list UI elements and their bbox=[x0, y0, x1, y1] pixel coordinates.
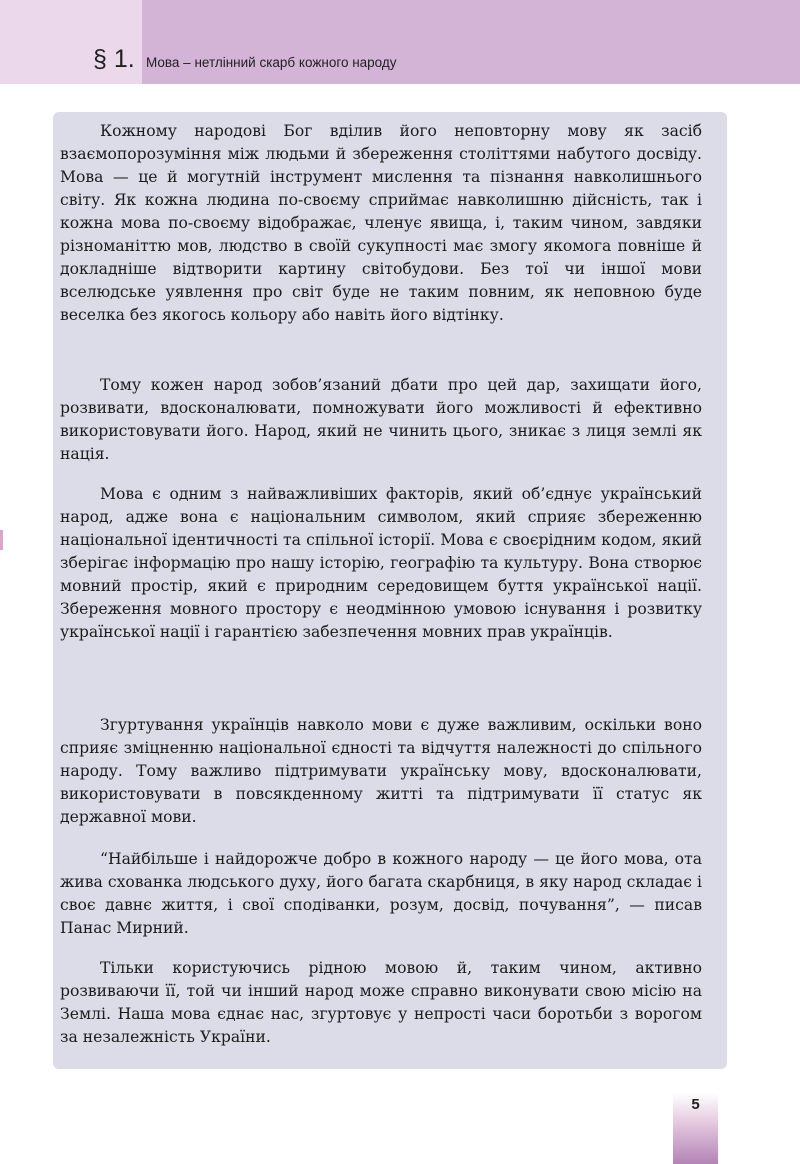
section-title: Мова – нетлінний скарб кожного народу bbox=[146, 55, 397, 70]
paragraph-3: Мова є одним з найважливіших факторів, який об’єднує український народ, адже вона є національним символом, який сприяє збереженню національної ідентичності та спільної історії. Мова є своєрідним кодом, який зберігає інформацію про нашу історію, географію та культуру. Вона створює мовний простір, який є природним середовищем буття української нації. Збереження мовного простору є неодмінною умовою існування і розвитку української нації і гарантією забезпечення мовних прав українців. bbox=[60, 485, 702, 641]
section-number: § 1. bbox=[93, 45, 135, 73]
paragraph-1: Кожному народові Бог вділив його неповторну мову як засіб взаємопорозуміння між людьми й збереження століттями набутого досвіду. Мова — це й могутній інструмент мислення та пізнання навколишнього світу. Як кожна людина по-своєму сприймає навколишню дійсність, так і кожна мова по-своєму відображає, членує явища, і, таким чином, завдяки різноманіттю мов, людство в своїй сукупності має змогу якомога повніше й докладніше відтворити картину світобудови. Без тої чи іншої мови вселюдське уявлення про світ буде не таким повним, як неповною буде веселка без якогось кольору або навіть його відтінку. bbox=[60, 122, 702, 324]
paragraph-4: Згуртування українців навколо мови є дуже важливим, оскільки воно сприяє зміцненню національної єдності та відчуття належності до спільного народу. Тому важливо підтримувати українську мову, вдосконалювати, використовувати в повсякденному житті та підтримувати її статус як державної мови. bbox=[60, 716, 702, 826]
paragraph-5-quote: “Найбільше і найдорожче добро в кожного народу — це його мова, ота жива схованка людського духу, його багата скарбниця, в яку народ складає і своє давнє життя, і свої сподіванки, розум, досвід, почування”, — писав Панас Мирний. bbox=[60, 850, 702, 937]
page-edge-marker bbox=[0, 530, 3, 550]
page-number: 5 bbox=[691, 1096, 700, 1113]
header-band-right bbox=[142, 0, 800, 84]
text-panel bbox=[53, 112, 727, 1069]
paragraph-6: Тільки користуючись рідною мовою й, таким чином, активно розвиваючи її, той чи інший народ може справно виконувати свою місію на Землі. Наша мова єднає нас, згуртовує у непрості часи боротьби з ворогом за незалежність України. bbox=[60, 959, 702, 1046]
paragraph-2: Тому кожен народ зобов’язаний дбати про цей дар, захищати його, розвивати, вдосконалювати, помножувати його можливості й ефективно використовувати його. Народ, який не чинить цього, зникає з лиця землі як нація. bbox=[60, 376, 702, 463]
